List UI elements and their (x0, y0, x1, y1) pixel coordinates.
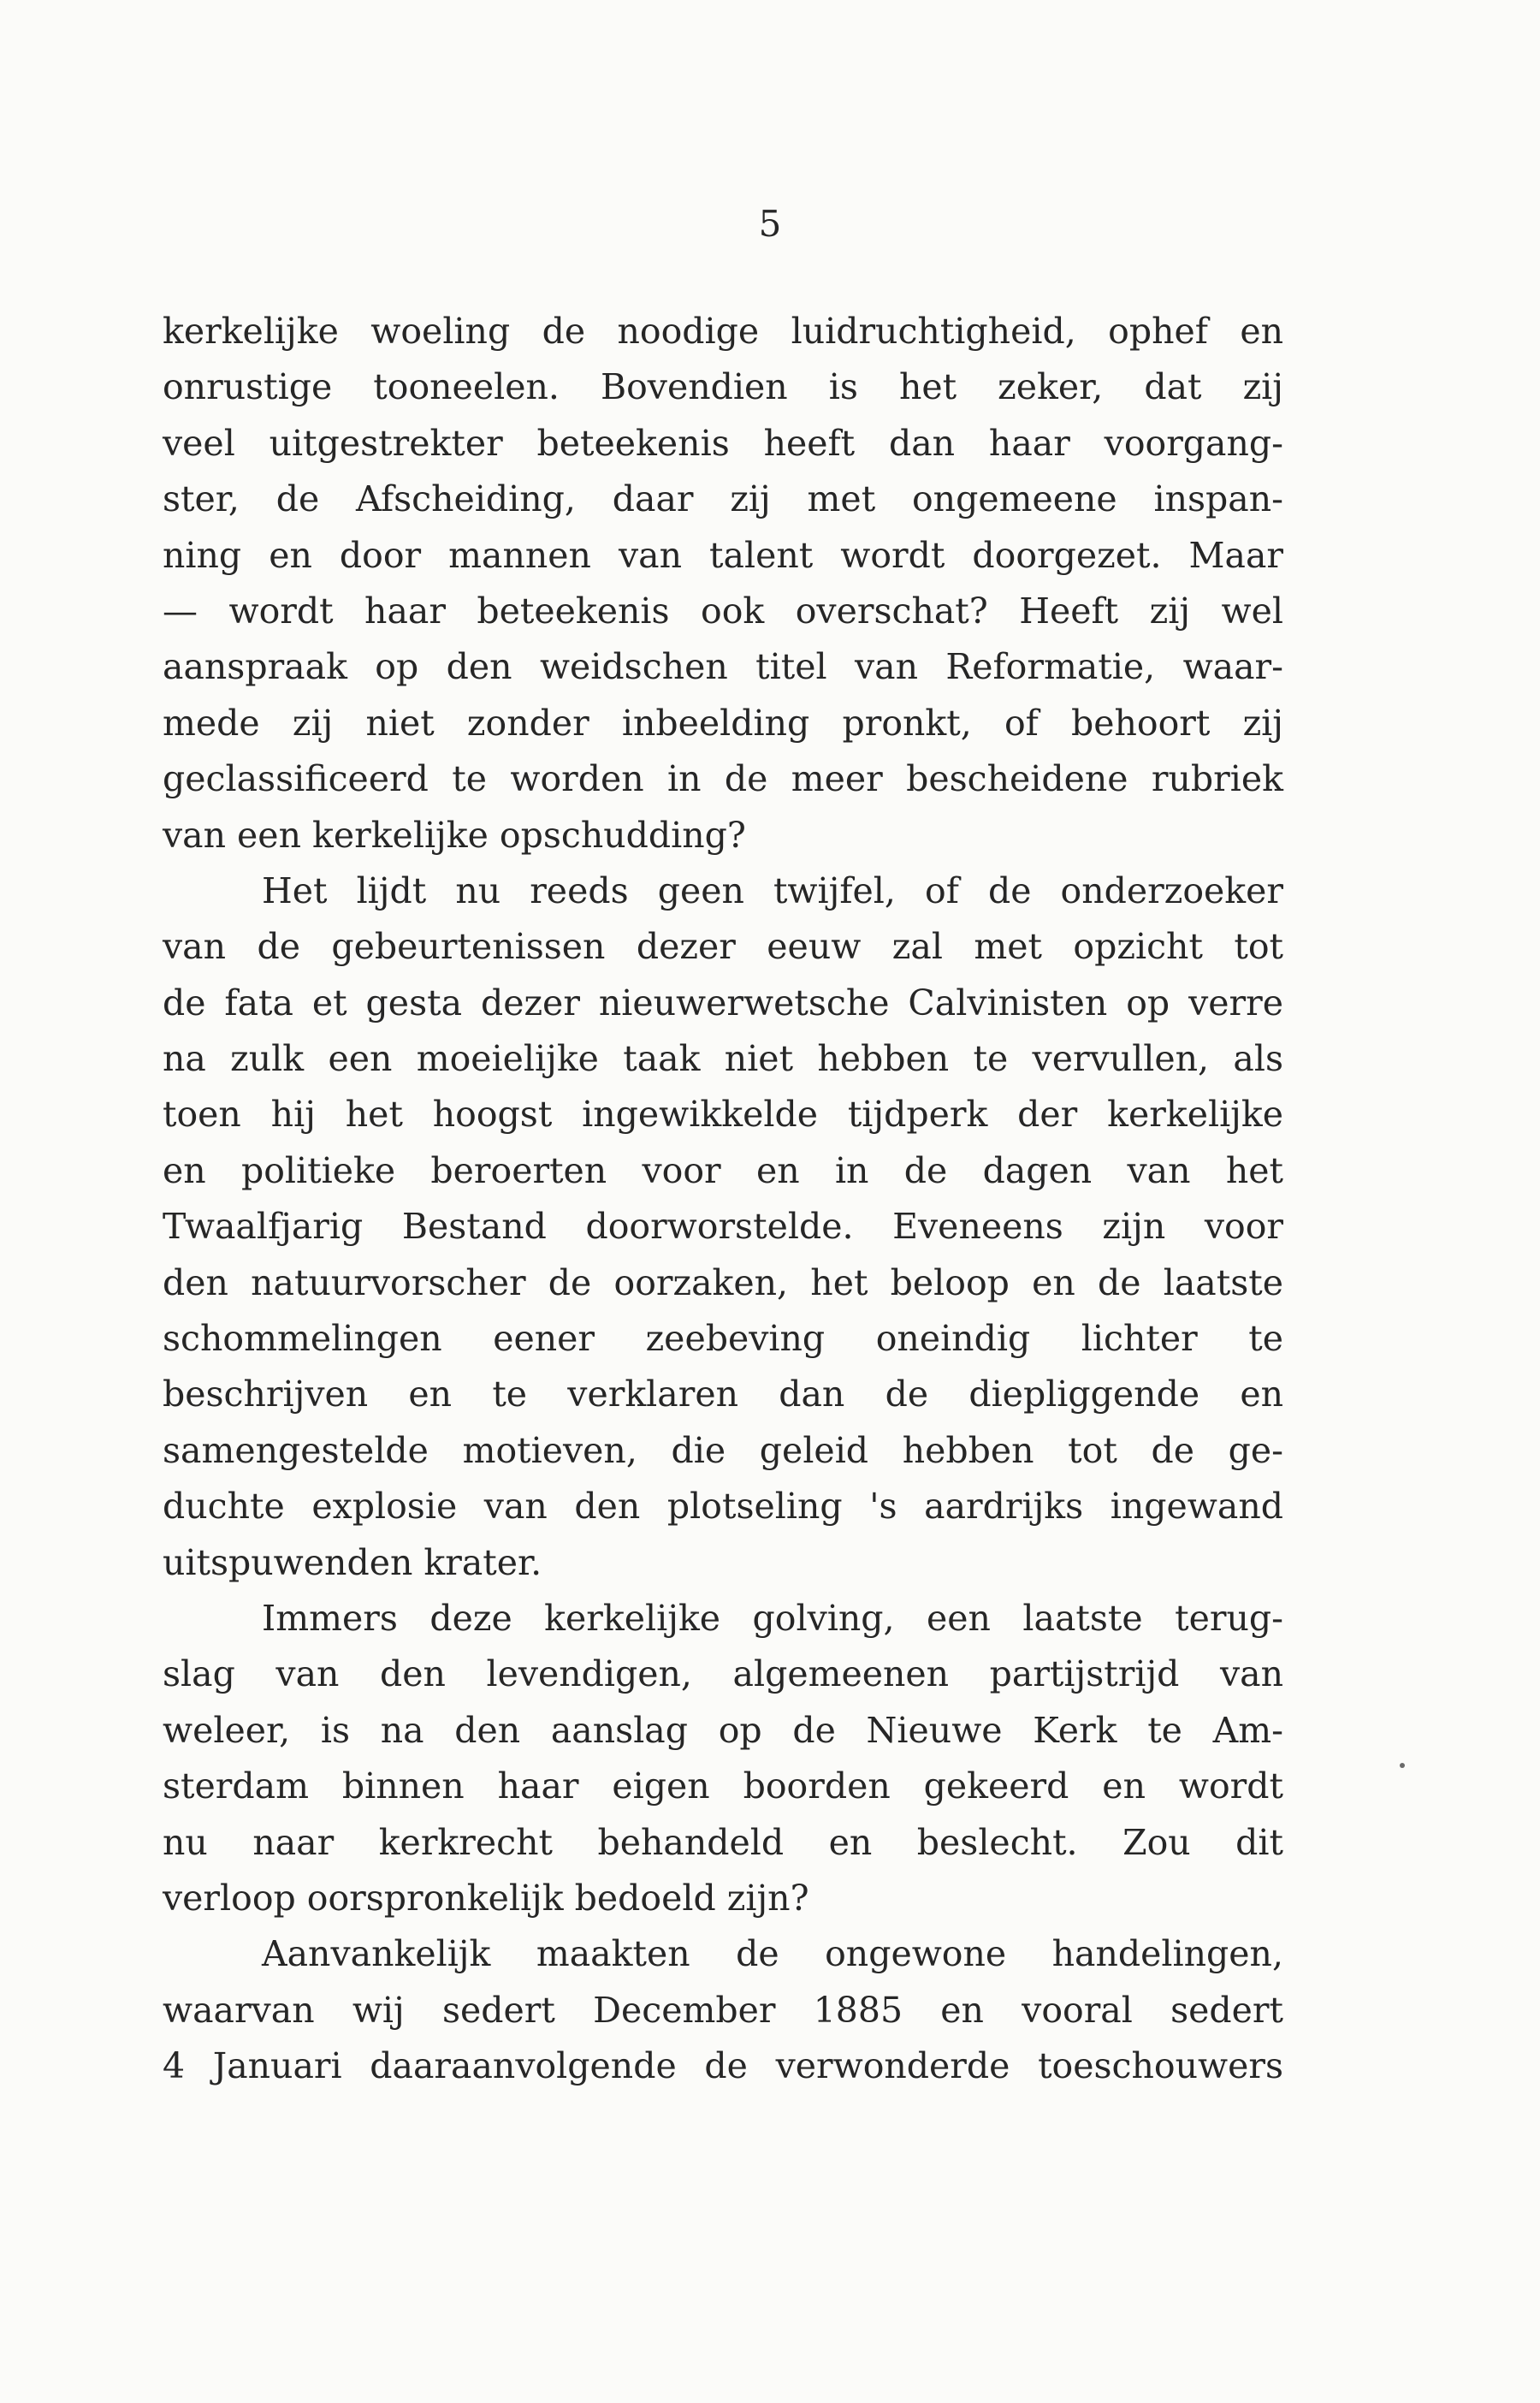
paragraph-start-line: Het lijdt nu reeds geen twijfel, of de onderzoeker (262, 869, 1283, 911)
body-text (163, 304, 1283, 2095)
text-line: de fata et gesta dezer nieuwerwetsche Calvinisten op verre (163, 982, 1283, 1024)
text-line: toen hij het hoogst ingewikkelde tijdperk der kerkelijke (163, 1094, 1283, 1136)
text-line: samengestelde motieven, die geleid hebben tot de ge- (163, 1429, 1283, 1471)
text-line: beschrijven en te verklaren dan de diepliggende en (163, 1374, 1283, 1415)
paragraph-start-line: Immers deze kerkelijke golving, een laatste terug- (262, 1597, 1283, 1639)
text-line: van de gebeurtenissen dezer eeuw zal met opzicht tot (163, 926, 1283, 968)
text-line: kerkelijke woeling de noodige luidruchtigheid, ophef en (163, 311, 1283, 352)
text-line: uitspuwenden krater. (163, 1541, 542, 1583)
text-line: weleer, is na den aanslag op de Nieuwe Kerk te Am- (163, 1709, 1283, 1751)
text-line: aanspraak op den weidschen titel van Reformatie, waar- (163, 646, 1283, 688)
text-line: mede zij niet zonder inbeelding pronkt, of behoort zij (163, 702, 1283, 744)
text-line: ster, de Afscheiding, daar zij met ongemeene inspan- (163, 478, 1283, 520)
text-line: en politieke beroerten voor en in de dagen van het (163, 1149, 1283, 1191)
text-line: 4 Januari daaraanvolgende de verwonderde toeschouwers (163, 2045, 1283, 2087)
text-line: duchte explosie van den plotseling 's aardrijks ingewand (163, 1486, 1283, 1528)
text-line: schommelingen eener zeebeving oneindig lichter te (163, 1318, 1283, 1360)
text-line: van een kerkelijke opschudding? (163, 814, 746, 856)
text-line: geclassificeerd te worden in de meer bescheidene rubriek (163, 758, 1283, 800)
paragraph-start-line: Aanvankelijk maakten de ongewone handelingen, (262, 1933, 1283, 1975)
text-line: na zulk een moeielijke taak niet hebben te vervullen, als (163, 1038, 1283, 1080)
text-line: Twaalfjarig Bestand doorworstelde. Eveneens zijn voor (163, 1206, 1283, 1248)
text-line: sterdam binnen haar eigen boorden gekeerd en wordt (163, 1765, 1283, 1807)
text-line: verloop oorspronkelijk bedoeld zijn? (163, 1877, 809, 1919)
text-line: den natuurvorscher de oorzaken, het beloop en de laatste (163, 1261, 1283, 1303)
text-line: nu naar kerkrecht behandeld en beslecht. Zou dit (163, 1821, 1283, 1863)
text-line: slag van den levendigen, algemeenen partijstrijd van (163, 1653, 1283, 1695)
text-line: onrustige tooneelen. Bovendien is het zeker, dat zij (163, 366, 1283, 408)
page-number: 5 (758, 203, 782, 245)
text-line: ning en door mannen van talent wordt doorgezet. Maar (163, 534, 1283, 576)
margin-speck (1400, 1763, 1405, 1768)
text-line: waarvan wij sedert December 1885 en vooral sedert (163, 1989, 1283, 2031)
text-line: veel uitgestrekter beteekenis heeft dan haar voorgang- (163, 422, 1283, 464)
text-line: — wordt haar beteekenis ook overschat? Heeft zij wel (163, 590, 1283, 632)
